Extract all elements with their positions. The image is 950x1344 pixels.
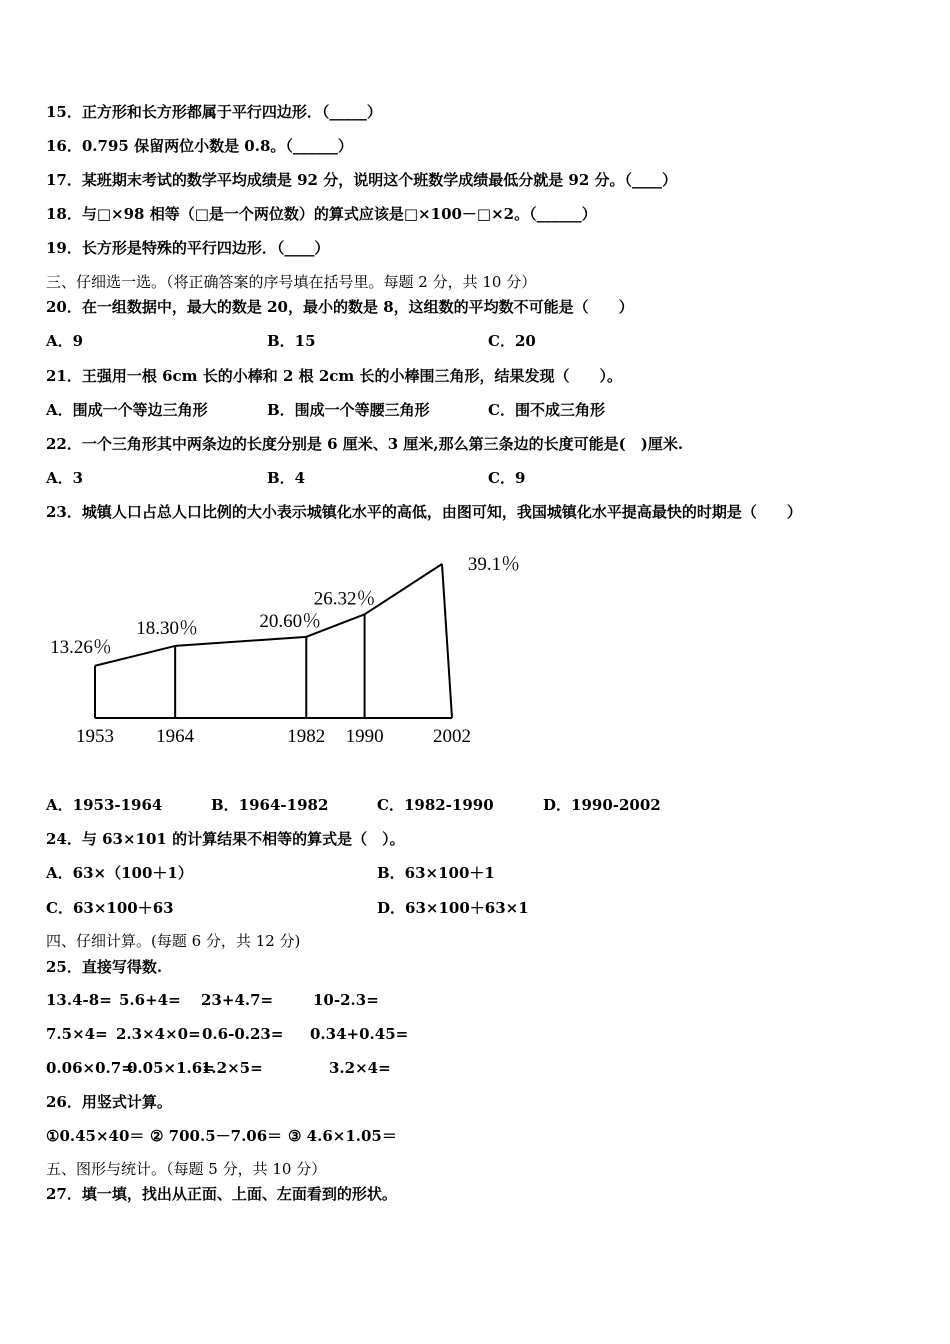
calc-item: 0.34+0.45= [310, 1025, 409, 1043]
calc-item: 23+4.7= [201, 991, 274, 1009]
calc-item: 5.6+4= [119, 991, 181, 1009]
question-24-option-a: A．63×（100＋1） [46, 864, 193, 882]
question-15: 15．正方形和长方形都属于平行四边形．（_____） [46, 103, 382, 121]
question-22-option-b: B．4 [267, 469, 306, 487]
question-21-stem: 21．王强用一根 6cm 长的小棒和 2 根 2cm 长的小棒围三角形，结果发现（ ）。 [46, 367, 623, 385]
data-label-2002: 39.1％ [467, 554, 521, 575]
calc-item: 0.06×0.7= [46, 1059, 134, 1077]
calc-item: 0.6-0.23= [202, 1025, 284, 1043]
vertical-calc-item: ③ 4.6×1.05＝ [288, 1127, 397, 1145]
question-22-option-a: A．3 [46, 469, 84, 487]
vertical-calc-item: ② 700.5－7.06＝ [150, 1127, 283, 1145]
question-19: 19．长方形是特殊的平行四边形．（____） [46, 239, 330, 257]
trend-segment-1990-2002 [365, 564, 442, 614]
question-16: 16．0.795 保留两位小数是 0.8。（______） [46, 137, 353, 155]
calc-item: 3.2×4= [329, 1059, 391, 1077]
question-23-option-b: B．1964-1982 [211, 796, 329, 814]
x-tick-label-1964: 1964 [156, 726, 195, 747]
data-label-1982: 20.60％ [259, 610, 322, 632]
x-tick-label-1982: 1982 [287, 726, 326, 747]
question-20-option-b: B．15 [267, 332, 316, 350]
x-tick-label-1990: 1990 [345, 726, 384, 747]
question-23-option-d: D．1990-2002 [543, 796, 661, 814]
question-22-stem: 22．一个三角形其中两条边的长度分别是 6 厘米、3 厘米,那么第三条边的长度可能是( )厘米. [46, 435, 684, 453]
question-23-option-a: A．1953-1964 [46, 796, 163, 814]
data-label-1990: 26.32％ [313, 588, 376, 610]
question-21-option-b: B．围成一个等腰三角形 [267, 401, 430, 419]
question-23-stem: 23．城镇人口占总人口比例的大小表示城镇化水平的高低，由图可知，我国城镇化水平提高最快的时期是（ ） [46, 503, 802, 521]
question-22-option-c: C．9 [488, 469, 526, 487]
vertical-calc-item: ①0.45×40＝ [46, 1127, 145, 1145]
data-label-1953: 13.26％ [50, 636, 112, 658]
section-3-title: 三、仔细选一选。（将正确答案的序号填在括号里。每题 2 分，共 10 分） [46, 273, 537, 291]
section-5-title: 五、图形与统计。（每题 5 分，共 10 分） [46, 1160, 327, 1178]
calc-item: 10-2.3= [313, 991, 379, 1009]
question-27: 27．填一填，找出从正面、上面、左面看到的形状。 [46, 1185, 397, 1203]
question-20-option-c: C．20 [488, 332, 536, 350]
question-25-stem: 25．直接写得数. [46, 958, 163, 976]
question-21-option-c: C．围不成三角形 [488, 401, 605, 419]
question-24-stem: 24．与 63×101 的计算结果不相等的算式是（ ）。 [46, 830, 405, 848]
question-20-option-a: A．9 [46, 332, 84, 350]
question-23-option-c: C．1982-1990 [377, 796, 494, 814]
data-label-1964: 18.30％ [136, 617, 199, 639]
question-17: 17．某班期末考试的数学平均成绩是 92 分，说明这个班数学成绩最低分就是 92 分。（____） [46, 171, 678, 189]
calc-item: 1.2×5= [201, 1059, 263, 1077]
question-20-stem: 20．在一组数据中，最大的数是 20，最小的数是 8，这组数的平均数不可能是（ ） [46, 298, 634, 316]
question-24-option-d: D．63×100＋63×1 [377, 899, 529, 917]
calc-item: 0.05×1.6= [127, 1059, 215, 1077]
question-24-option-c: C．63×100＋63 [46, 899, 174, 917]
calc-item: 2.3×4×0= [116, 1025, 201, 1043]
calc-item: 13.4-8= [46, 991, 112, 1009]
x-tick-label-1953: 1953 [76, 726, 114, 747]
question-26-stem: 26．用竖式计算。 [46, 1093, 172, 1111]
urbanization-chart [40, 540, 540, 760]
chart-edge-2002 [442, 564, 452, 718]
section-4-title: 四、仔细计算。(每题 6 分，共 12 分) [46, 932, 301, 950]
x-tick-label-2002: 2002 [433, 726, 471, 747]
calc-item: 7.5×4= [46, 1025, 108, 1043]
question-24-option-b: B．63×100＋1 [377, 864, 495, 882]
question-21-option-a: A．围成一个等边三角形 [46, 401, 208, 419]
question-18: 18．与□×98 相等（□是一个两位数）的算式应该是□×100－□×2。（______） [46, 205, 597, 223]
